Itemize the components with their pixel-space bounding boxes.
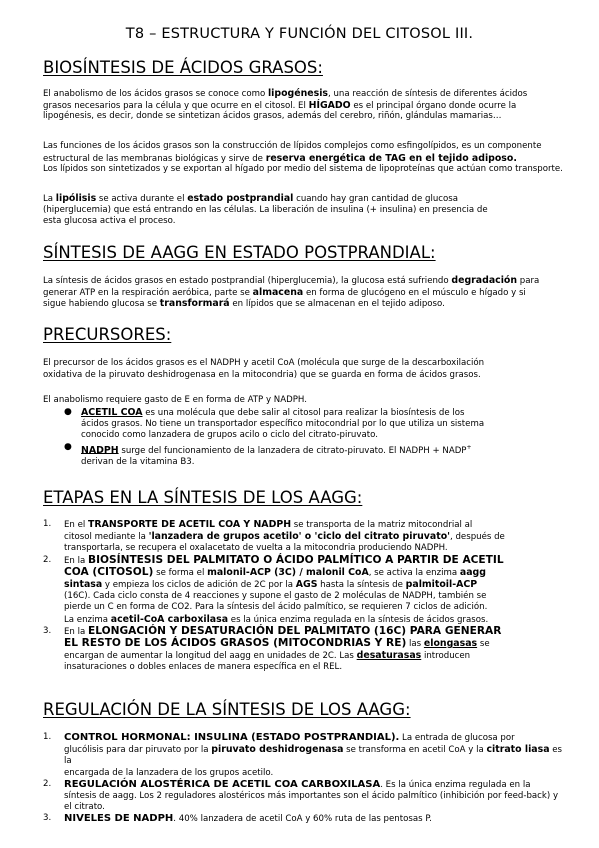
list-item-niveles-nadph: 3. NIVELES DE NADPH. 40% lanzadera de acetil CoA y 60% ruta de las pentosas P. <box>43 813 432 825</box>
list-item-acetil-coa: ● ACETIL COA es una molécula que debe salir al citosol para realizar la biosíntesis de los ácidos grasos. No tiene un transportador específico mitocondrial por lo que utiliza un sistema conocido como lanzadera de grupos acilo o ciclo del citrato-piruvato. <box>64 407 485 441</box>
etapas-list <box>43 519 563 674</box>
bullet-icon: ● <box>64 441 72 452</box>
paragraph-anabolismo: El anabolismo de los ácidos grasos se conoce como lipogénesis, una reacción de síntesis de diferentes ácidos grasos necesarios para la célula y que ocurre en el citosol. El HÍGADO es el principal órgano donde ocurre la lipogénesis, es decir, donde se sintetizan ácidos grasos, además del cerebro, riñón, glándulas mamarias… <box>43 88 528 122</box>
paragraph-sintesis-postprandial: La síntesis de ácidos grasos en estado postprandial (hiperglucemia), la glucosa está sufriendo degradación para generar ATP en la respiración aeróbica, parte se almacena en forma de glucógeno en el músculo e hígado y si sigue habiendo glucosa se transformará en lípidos que se almacenan en el tejido adiposo. <box>43 275 540 310</box>
list-item-biosintesis-palmitato: 2. En la BIOSÍNTESIS DEL PALMITATO O ÁCIDO PALMÍTICO A PARTIR DE ACETIL COA (CITOSOL) se forma el malonil-ACP (3C) / malonil CoA, se activa la enzima aagg sintasa y empieza los ciclos de adición de 2C por la AGS hasta la síntesis de palmitoil-ACP (16C). Cada ciclo consta de 4 reacciones y supone el gasto de 2 moléculas de NADPH, también se pierde un C en forma de CO2. Para la síntesis del ácido palmítico, se requieren 7 ciclos de adición. La enzima acetil-CoA carboxilasa es la única enzima regulada en la síntesis de ácidos grasos. <box>43 553 504 625</box>
list-item-nadph: ● NADPH surge del funcionamiento de la lanzadera de citrato-piruvato. El NADPH + NADP+ derivan de la vitamina B3. <box>64 441 472 467</box>
list-item-regulacion-alosterica: 2. REGULACIÓN ALOSTÉRICA DE ACETIL COA CARBOXILASA. Es la única enzima regulada en la síntesis de aagg. Los 2 reguladores alostéricos más importantes son el ácido palmítico (inhibición por feed-back) y el citrato. <box>43 778 559 813</box>
regulacion-list <box>43 732 563 826</box>
bullet-icon: ● <box>64 407 72 417</box>
heading-biosintesis: BIOSÍNTESIS DE ÁCIDOS GRASOS: <box>43 58 323 77</box>
paragraph-precursor: El precursor de los ácidos grasos es el NADPH y acetil CoA (molécula que surge de la descarboxilación oxidativa de la piruvato deshidrogenasa en la mitocondria) que se guarda en forma de ácidos grasos. <box>43 358 485 380</box>
heading-sintesis-postprandial: SÍNTESIS DE AAGG EN ESTADO POSTPRANDIAL: <box>43 243 436 262</box>
heading-regulacion: REGULACIÓN DE LA SÍNTESIS DE LOS AAGG: <box>43 700 411 719</box>
heading-precursores: PRECURSORES: <box>43 325 172 344</box>
paragraph-funciones: Las funciones de los ácidos grasos son la construcción de lípidos complejos como esfingolípidos, es un componente estructural de las membranas biológicas y sirve de reserva energética de TAG en el tejido adiposo. Los lípidos son sintetizados y se exportan al hígado por medio del sistema de lipoproteínas que actúan como transporte. <box>43 141 563 175</box>
paragraph-anabolismo-gasto: El anabolismo requiere gasto de E en forma de ATP y NADPH. <box>43 395 307 405</box>
heading-etapas: ETAPAS EN LA SÍNTESIS DE LOS AAGG: <box>43 488 363 507</box>
precursor-bullet-list <box>64 407 564 468</box>
list-item-control-hormonal: 1. CONTROL HORMONAL: INSULINA (ESTADO POSTPRANDIAL). La entrada de glucosa por glucólisis para dar piruvato por la piruvato deshidrogenasa se transforma en acetil CoA y la citrato liasa es la encargada de la lanzadera de los grupos acetilo. <box>43 732 563 778</box>
document-title: T8 – ESTRUCTURA Y FUNCIÓN DEL CITOSOL III. <box>125 26 474 42</box>
list-item-transporte: 1. En el TRANSPORTE DE ACETIL COA Y NADPH se transporta de la matriz mitocondrial al citosol mediante la 'lanzadera de grupos acetilo' o 'ciclo del citrato piruvato', después de transportarla, se recupera el oxalacetato de vuelta a la mitocondria produciendo NADPH. <box>43 519 505 554</box>
paragraph-lipolisis: La lipólisis se activa durante el estado postprandial cuando hay gran cantidad de glucosa (hiperglucemia) que está entrando en las células. La liberación de insulina (+ insulina) en presencia de esta glucosa activa el proceso. <box>43 193 488 227</box>
list-item-elongacion: 3. En la ELONGACIÓN Y DESATURACIÓN DEL PALMITATO (16C) PARA GENERAR EL RESTO DE LOS ÁCIDOS GRASOS (MITOCONDRIAS Y RE) las elongasas se encargan de aumentar la longitud del aagg en unidades de 2C. Las desaturasas introducen insaturaciones o dobles enlaces de manera específica en el REL. <box>43 624 502 673</box>
